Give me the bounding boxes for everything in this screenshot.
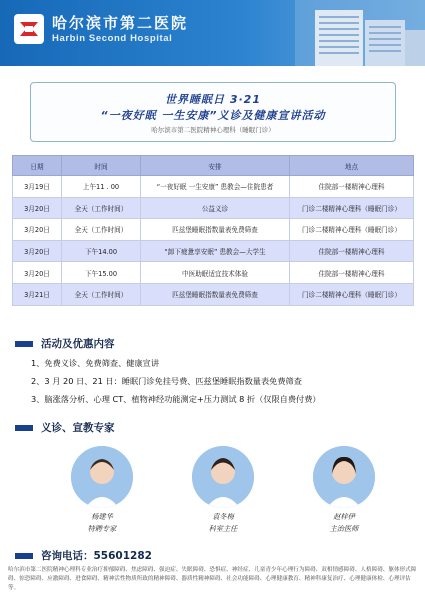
section-bar-icon bbox=[15, 553, 33, 559]
cell-location: 门诊二楼精神心理科（睡眠门诊） bbox=[290, 219, 414, 241]
table-row bbox=[13, 219, 414, 241]
cell-date: 3月20日 bbox=[13, 240, 62, 262]
activity-item: 3、脑涨落分析、心理 CT、植物神经功能测定+压力测试 8 折（仅限自费付费） bbox=[31, 394, 321, 404]
table-row bbox=[13, 176, 414, 198]
activity-list bbox=[31, 354, 321, 408]
cell-arrangement: 匹兹堡睡眠指数量表免费筛查 bbox=[141, 283, 290, 305]
expert-name: 杨建华 bbox=[91, 512, 113, 521]
doctor-portrait-icon bbox=[192, 446, 254, 508]
activity-section-heading bbox=[15, 336, 115, 351]
cell-time: 上午11 . 00 bbox=[62, 176, 141, 198]
event-title-line2: “一夜好眠 一生安康”义诊及健康宣讲活动 bbox=[100, 109, 326, 122]
cell-time: 全天（工作时间） bbox=[62, 197, 141, 219]
cell-location: 住院部一楼精神心理科 bbox=[290, 240, 414, 262]
cell-location: 住院部一楼精神心理科 bbox=[290, 176, 414, 198]
expert-title: 特聘专家 bbox=[87, 524, 117, 533]
avatar bbox=[192, 446, 254, 508]
cell-arrangement: 公益义诊 bbox=[141, 197, 290, 219]
schedule-table bbox=[12, 155, 414, 306]
consult-phone-heading bbox=[15, 548, 152, 563]
experts-heading-text: 义诊、宣教专家 bbox=[41, 422, 115, 434]
cell-time: 下午15.00 bbox=[62, 262, 141, 284]
table-row bbox=[13, 240, 414, 262]
hospital-header bbox=[0, 0, 425, 66]
hospital-building-image bbox=[295, 0, 425, 66]
section-bar-icon bbox=[15, 425, 33, 431]
col-header-location: 地点 bbox=[290, 156, 414, 176]
hospital-name-cn: 哈尔滨市第二医院 bbox=[52, 14, 189, 32]
department-intro: 哈尔滨市第二医院精神心理科专业治疗抑郁障碍、焦虑障碍、强迫症、失眠障碍、恐惧症、神经症、儿童青少年心理行为障碍、双相情感障碍、人格障碍、躯体形式障碍、惊恐障碍、应激障碍、进食障碍、精神活性物质所致的精神障碍、器质性精神障碍、社会功能障碍、心理健康教育、精神科康复治疗、心理健康体检、心理评估等。 bbox=[8, 567, 417, 591]
cell-time: 下午14.00 bbox=[62, 240, 141, 262]
cell-time: 全天（工作时间） bbox=[62, 283, 141, 305]
hospital-name-en: Harbin Second Hospital bbox=[52, 33, 173, 44]
cell-date: 3月21日 bbox=[13, 283, 62, 305]
cell-arrangement: 中医助眠适宜技术体验 bbox=[141, 262, 290, 284]
cell-time: 全天（工作时间） bbox=[62, 219, 141, 241]
section-bar-icon bbox=[15, 341, 33, 347]
expert-title: 科室主任 bbox=[208, 524, 238, 533]
cell-date: 3月20日 bbox=[13, 262, 62, 284]
cell-location: 门诊二楼精神心理科（睡眠门诊） bbox=[290, 197, 414, 219]
col-header-time: 时间 bbox=[62, 156, 141, 176]
cell-arrangement: “一夜好眠 一生安康” 患教会—住院患者 bbox=[141, 176, 290, 198]
cell-date: 3月20日 bbox=[13, 219, 62, 241]
consult-phone-text: 咨询电话：55601282 bbox=[41, 550, 152, 562]
cell-arrangement: “卸下疲惫享安眠” 患教会—大学生 bbox=[141, 240, 290, 262]
event-title-card bbox=[30, 82, 396, 142]
cell-location: 住院部一楼精神心理科 bbox=[290, 262, 414, 284]
table-row bbox=[13, 283, 414, 305]
table-row bbox=[13, 197, 414, 219]
experts-section-heading bbox=[15, 420, 115, 435]
activity-item: 1、免费义诊、免费筛查、健康宣讲 bbox=[31, 358, 160, 368]
schedule-header-row bbox=[13, 156, 414, 176]
avatar bbox=[71, 446, 133, 508]
cell-location: 门诊二楼精神心理科（睡眠门诊） bbox=[290, 283, 414, 305]
expert-card bbox=[309, 446, 379, 534]
expert-card bbox=[67, 446, 137, 534]
table-row bbox=[13, 262, 414, 284]
event-organizer: 哈尔滨市第二医院精神心理科（睡眠门诊） bbox=[151, 126, 275, 134]
expert-name: 袁冬梅 bbox=[212, 512, 234, 521]
expert-name: 赵梓伊 bbox=[333, 512, 355, 521]
cell-arrangement: 匹兹堡睡眠指数量表免费筛查 bbox=[141, 219, 290, 241]
activity-item: 2、3 月 20 日、21 日：睡眠门诊免挂号费、匹兹堡睡眠指数量表免费筛查 bbox=[31, 376, 302, 386]
avatar bbox=[313, 446, 375, 508]
expert-title: 主治医师 bbox=[329, 524, 359, 533]
col-header-arrangement: 安排 bbox=[141, 156, 290, 176]
cell-date: 3月19日 bbox=[13, 176, 62, 198]
cell-date: 3月20日 bbox=[13, 197, 62, 219]
doctor-portrait-icon bbox=[313, 446, 375, 508]
activity-heading-text: 活动及优惠内容 bbox=[41, 338, 115, 350]
event-title-line1: 世界睡眠日 3·21 bbox=[165, 93, 261, 106]
doctor-portrait-icon bbox=[71, 446, 133, 508]
hospital-logo-icon bbox=[14, 14, 44, 44]
expert-card bbox=[188, 446, 258, 534]
col-header-date: 日期 bbox=[13, 156, 62, 176]
